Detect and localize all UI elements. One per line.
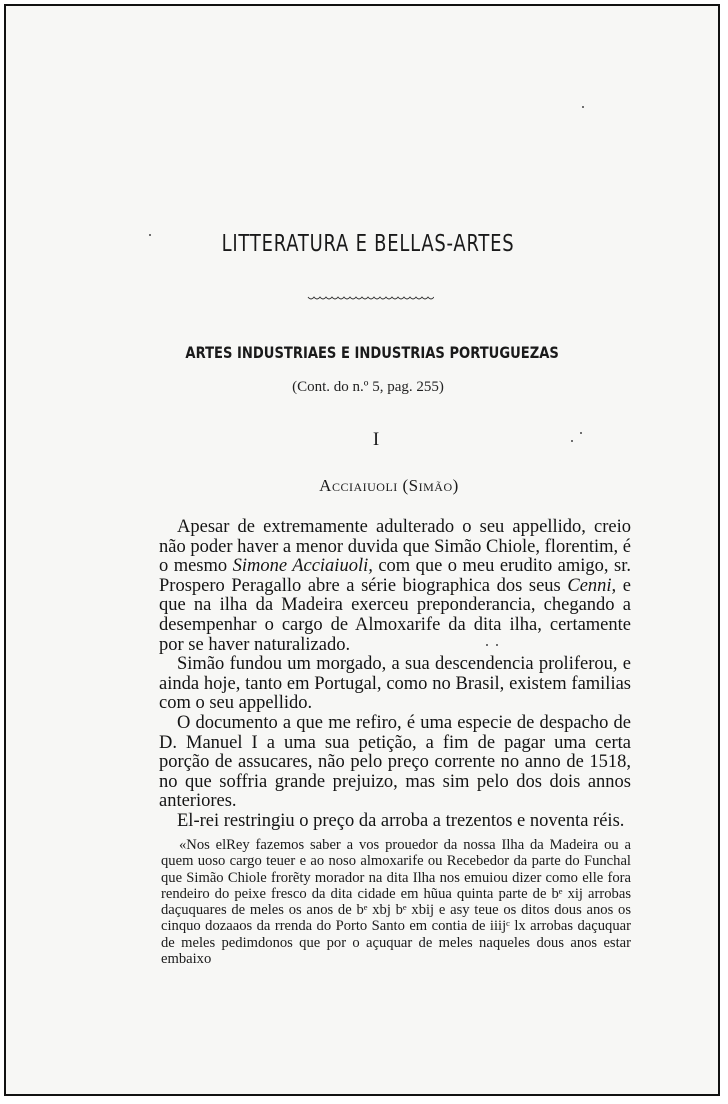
paragraph-1-after: e que na ilha da Madeira exerceu preponderancia, chegando a desempenhar o cargo de Almoxarife da dita ilha, certamente por se haver naturalizado. <box>159 575 632 655</box>
print-speck <box>580 432 582 434</box>
body-text <box>159 518 631 832</box>
print-speck <box>571 440 573 442</box>
ornament-divider <box>306 294 434 304</box>
article-title: ARTES INDUSTRIAES E INDUSTRIAS PORTUGUEZAS <box>185 343 559 362</box>
print-speck <box>486 644 488 646</box>
subject-heading: Acciaiuoli (Simão) <box>319 476 459 495</box>
paragraph-1-before: Apesar de extremamente adulterado o seu appellido, creio não poder haver a menor duvida que Simão Chiole, florentim, é o mesmo <box>159 517 631 577</box>
section-title: LITTERATURA E BELLAS-ARTES <box>221 231 515 257</box>
print-speck <box>496 644 498 646</box>
document-page <box>4 4 720 1096</box>
paragraph-4: El-rei restringiu o preço da arroba a trezentos e noventa réis. <box>177 810 625 831</box>
quoted-document: «Nos elRey fazemos saber a vos prouedor da nossa Ilha da Madeira ou a quem uoso cargo teuer e ao noso almoxarife ou Recebedor da parte do Funchal que Simão Chiole frorẽty morador na dita Ilha nos emuiou dizer como elle fora rendeiro do peixe fresco da dita cidade em hũua quinta parte de bᵉ xij arrobas daçuquares de meles os anos de bᵉ xbj bᵉ xbij e asy teue os ditos dous anos os cinquo dozaaos da rrenda do Porto Santo em contia de iiijᶜ lx arrobas daçuquar de meles pedimdonos que por o açuquar de meles naqueles dous anos estar embaixo <box>161 837 631 968</box>
chapter-numeral: I <box>372 429 380 450</box>
paragraph-1 <box>159 518 631 655</box>
paragraph-1-emphasis-2: Cenni, <box>567 575 617 596</box>
paragraph-1-middle: com que o meu erudito amigo, sr. Prospero Peragallo abre a série biographica dos seus <box>159 556 631 596</box>
paragraph-3: O documento a que me refiro, é uma especie de despacho de D. Manuel I a uma sua petição, a fim de pagar uma certa porção de assucares, não pelo preço corrente no anno de 1518, no que soffria grande prejuizo, mas sim pelo dos dois annos anteriores. <box>159 712 631 812</box>
print-speck <box>582 106 584 108</box>
print-speck <box>149 234 151 236</box>
paragraph-2: Simão fundou um morgado, a sua descendencia proliferou, e ainda hoje, tanto em Portugal, como no Brasil, existem familias com o seu appellido. <box>159 654 631 714</box>
paragraph-1-emphasis-1: Simone Acciaiuoli, <box>232 556 373 577</box>
continuation-note: (Cont. do n.º 5, pag. 255) <box>292 379 444 395</box>
